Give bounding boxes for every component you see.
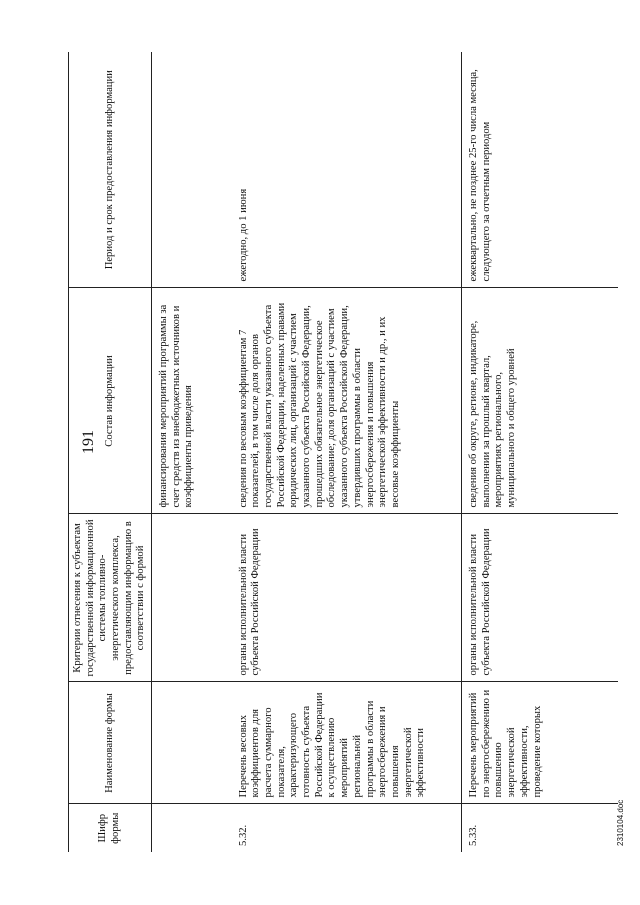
row-org: органы исполнительной власти субъекта Российской Федерации bbox=[462, 514, 619, 682]
row-content: сведения по весовым коэффициентам 7 показателей, в том числе доля органов государственной власти указанного субъекта Российской Федерации, наделенных правами юридических лиц, организаций с участием указанного субъекта Российской Федерации, прошедших обязательное энергетическое обследование; доля организаций с участием указанного субъекта Российской Федерации, утвердивших программы в области энергосбережения и повышения энергетической эффективности и др., и их весовые коэффициенты bbox=[232, 288, 462, 514]
row-code bbox=[152, 804, 232, 852]
header-name: Наименование формы bbox=[69, 682, 152, 804]
form-table bbox=[68, 52, 618, 852]
header-code: Шифр формы bbox=[69, 804, 152, 852]
page-number: 191 bbox=[80, 430, 97, 454]
table-header-row bbox=[69, 52, 152, 852]
header-org: Критерии отнесения к субъектам государственной информационной системы топливно-энергетического комплекса, предоставляющим информацию в соответствии с формой bbox=[69, 514, 152, 682]
row-name: Перечень мероприятий по энергосбережению и повышению энергетической эффективности, проведение которых bbox=[462, 682, 619, 804]
rotated-page bbox=[68, 52, 625, 852]
header-period: Период и срок предоставления информации bbox=[69, 52, 152, 288]
table-row bbox=[462, 52, 619, 852]
row-org bbox=[152, 514, 232, 682]
table-row bbox=[232, 52, 462, 852]
table-row bbox=[152, 52, 232, 852]
document-reference: 2310104.doc bbox=[616, 799, 625, 846]
row-period bbox=[152, 52, 232, 288]
row-period: ежеквартально, не позднее 25-го числа месяца, следующего за отчетным периодом bbox=[462, 52, 619, 288]
header-content: Состав информации bbox=[69, 288, 152, 514]
row-org: органы исполнительной власти субъекта Российской Федерации bbox=[232, 514, 462, 682]
row-name: Перечень весовых коэффициентов для расчета суммарного показателя, характеризующего готовность субъекта Российской Федерации к осуществлению мероприятий региональной программы в области энергосбережения и повышения энергетической эффективности bbox=[232, 682, 462, 804]
row-period: ежегодно, до 1 июня bbox=[237, 188, 249, 282]
row-code: 5.32. bbox=[232, 804, 462, 852]
row-code: 5.33. bbox=[462, 804, 619, 852]
row-content: финансирования мероприятий программы за счет средств из внебюджетных источников и коэффициенты приведения bbox=[152, 288, 232, 514]
row-content: сведения об округе, регионе, индикаторе, выполнении за прошлый квартал, мероприятиях регионального, муниципального и общего уровней bbox=[462, 288, 619, 514]
row-name bbox=[152, 682, 232, 804]
